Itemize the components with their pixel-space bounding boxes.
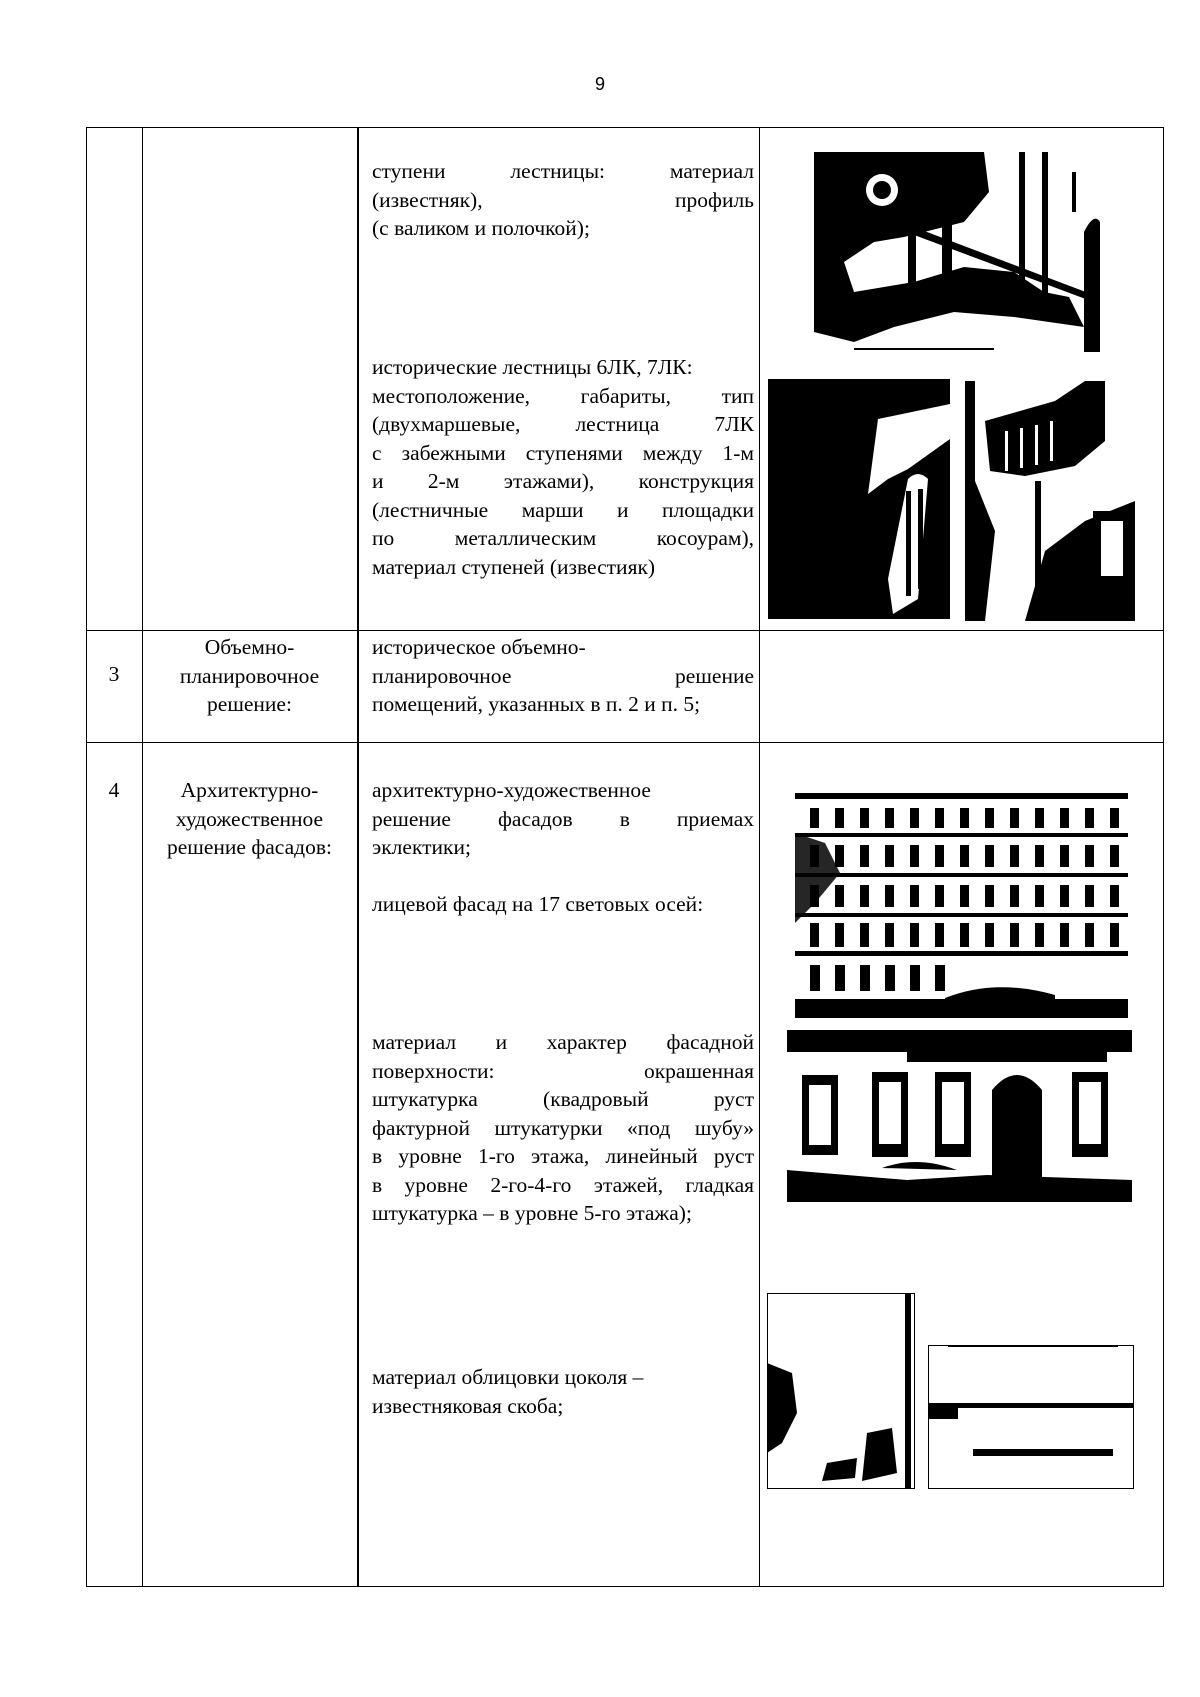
description-block-plinth <box>372 1363 754 1420</box>
description-block-planning <box>372 633 754 719</box>
stair-landing-photo <box>768 379 950 619</box>
name-line: Объемно- <box>204 635 295 659</box>
text-line: исторические лестницы 6ЛК, 7ЛК: <box>372 355 693 379</box>
table-left-border <box>86 127 87 1587</box>
text-line: известняковая скоба; <box>372 1393 564 1418</box>
text-line: штукатурка (квадровый руст <box>372 1087 754 1111</box>
text-line: (лестничные марши и площадки <box>372 497 754 522</box>
description-block-main-facade <box>372 890 754 919</box>
text-line: архитектурно-художественное <box>372 778 651 802</box>
text-line: лицевой фасад на 17 световых осей: <box>372 892 704 916</box>
element-name <box>143 633 356 719</box>
table-bottom-border <box>86 1586 1164 1587</box>
text-line: поверхности: окрашенная <box>372 1058 754 1083</box>
text-line: ступени лестницы: материал <box>372 159 754 183</box>
column-divider <box>759 127 760 1587</box>
description-block-historic-stairs <box>372 353 754 581</box>
row-divider <box>86 630 1164 631</box>
name-line: решение: <box>207 692 292 716</box>
text-line: (с валиком и полочкой); <box>372 216 590 240</box>
element-name <box>143 776 356 862</box>
text-line: материал облицовки цоколя – <box>372 1365 644 1389</box>
page-number: 9 <box>594 74 605 94</box>
plinth-photo-left <box>767 1293 915 1489</box>
text-line: историческое объемно- <box>372 635 586 659</box>
row-divider <box>86 742 1164 743</box>
stair-flight-photo <box>965 381 1135 621</box>
text-line: с забежными ступенями между 1-м <box>372 440 754 465</box>
facade-surface-photo <box>787 1030 1132 1202</box>
table-top-border <box>86 127 1164 128</box>
text-line: помещений, указанных в п. 2 и п. 5; <box>372 692 701 716</box>
name-line: художественное <box>175 806 324 831</box>
plinth-photo-right <box>928 1345 1134 1489</box>
text-line: (двухмаршевые, лестница 7ЛК <box>372 412 754 436</box>
description-block-facade-surface <box>372 1028 754 1228</box>
name-line: Архитектурно- <box>180 778 319 802</box>
text-line: местоположение, габариты, тип <box>372 383 754 408</box>
text-line: по металлическим косоурам), <box>372 526 754 550</box>
stair-railing-photo <box>814 152 1102 352</box>
text-line: в уровне 1-го этажа, линейный руст <box>372 1144 754 1168</box>
row-number: 3 <box>108 662 120 686</box>
text-line: эклектики; <box>372 835 471 859</box>
description-block-facade-style <box>372 776 754 862</box>
description-block-stair-steps <box>372 157 754 243</box>
text-line: (известняк), профиль <box>372 187 754 212</box>
text-line: материал ступеней (известияк) <box>372 554 656 579</box>
column-divider <box>357 127 359 1587</box>
text-line: решение фасадов в приемах <box>372 806 754 831</box>
table-right-border <box>1163 127 1164 1587</box>
text-line: в уровне 2-го-4-го этажей, гладкая <box>372 1172 754 1197</box>
text-line: материал и характер фасадной <box>372 1030 754 1054</box>
text-line: фактурной штукатурки «под шубу» <box>372 1115 754 1140</box>
name-line: планировочное <box>179 663 320 688</box>
name-line: решение фасадов: <box>167 835 332 859</box>
text-line: планировочное решение <box>372 663 754 688</box>
row-number: 4 <box>108 778 120 802</box>
text-line: и 2-м этажами), конструкция <box>372 469 754 493</box>
main-facade-photo <box>795 773 1128 1018</box>
text-line: штукатурка – в уровне 5-го этажа); <box>372 1201 692 1225</box>
